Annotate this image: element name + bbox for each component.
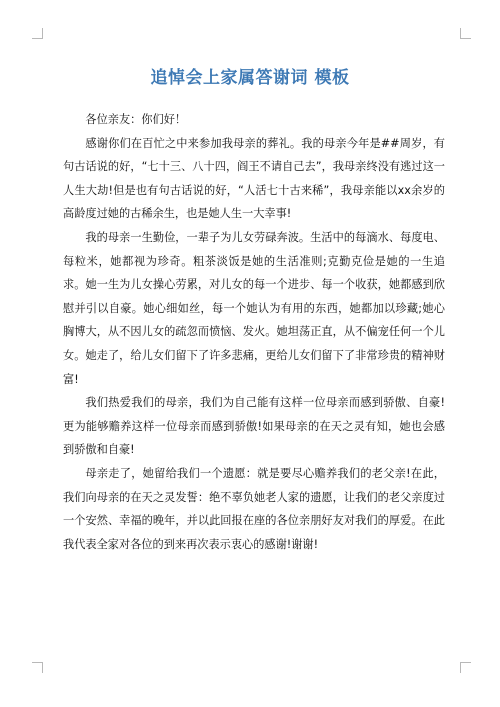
crop-mark-top-left — [32, 28, 43, 39]
paragraph-1: 感谢你们在百忙之中来参加我母亲的葬礼。我的母亲今年是##周岁，有句古话说的好，“七十三、八十四，阎王不请自己去”，我母亲终没有逃过这一人生大劫!但是也有句古话说的好，“人活七十古来稀”，我母亲能以xx余岁的高龄度过她的古稀余生，也是她人生一大幸事! — [63, 136, 445, 221]
document-title: 追悼会上家属答谢词 模板 — [150, 68, 350, 88]
greeting-line: 各位亲友：你们好！ — [85, 113, 187, 126]
document-body — [63, 108, 445, 556]
paragraph-2: 我的母亲一生勤俭，一辈子为儿女劳碌奔波。生活中的每滴水、每度电、每粒米，她都视为珍奇。粗茶淡饭是她的生活准则;克勤克俭是她的一生追求。她一生为儿女操心劳累，对儿女的每一个进步、每一个收获，她都感到欣慰并引以自豪。她心细如丝，每一个她认为有用的东西，她都加以珍藏;她心胸博大，从不因儿女的疏忽而愤恼、发火。她坦荡正直，从不偏宠任何一个儿女。她走了，给儿女们留下了许多悲痛，更给儿女们留下了非常珍贵的精神财富! — [63, 230, 445, 386]
paragraph-3: 我们热爱我们的母亲，我们为自己能有这样一位母亲而感到骄傲、自豪!更为能够赡养这样一位母亲而感到骄傲!如果母亲的在天之灵有知，她也会感到骄傲和自豪! — [63, 396, 445, 457]
crop-mark-bottom-right — [460, 662, 471, 673]
crop-mark-top-right — [460, 28, 471, 39]
paragraph-4: 母亲走了，她留给我们一个遗愿：就是要尽心赡养我们的老父亲!在此，我们向母亲的在天之灵发誓：绝不辜负她老人家的遗愿，让我们的老父亲度过一个安然、幸福的晚年，并以此回报在座的各位亲朋好友对我们的厚爱。在此我代表全家对各位的到来再次表示衷心的感谢!谢谢! — [63, 466, 445, 551]
crop-mark-bottom-left — [32, 662, 43, 673]
